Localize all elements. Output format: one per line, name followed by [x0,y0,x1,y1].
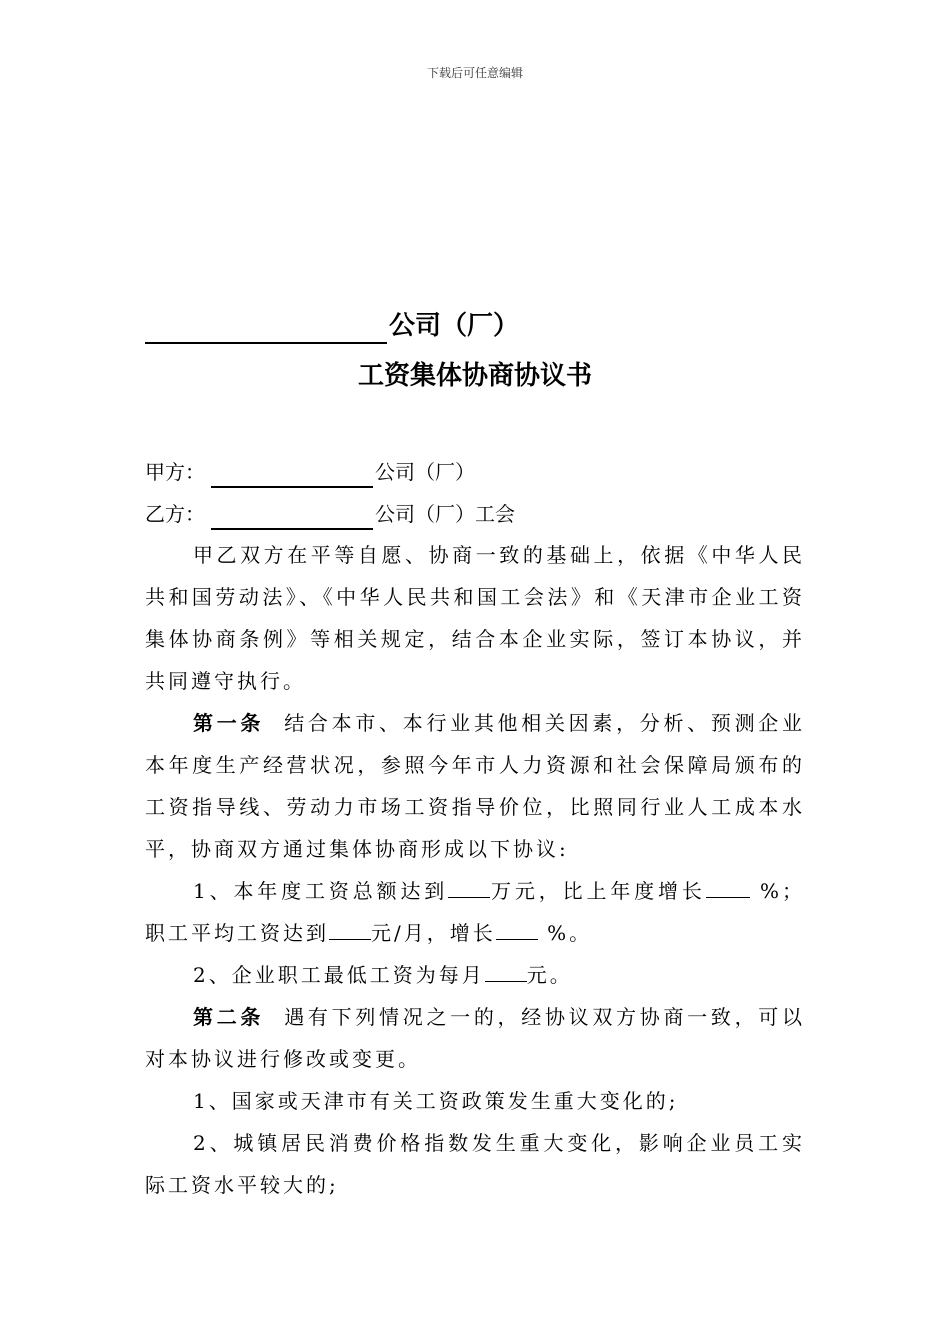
total-wage-blank [448,877,490,898]
title-company-suffix: 公司（厂） [389,311,520,341]
party-a [145,456,475,488]
party-b-suffix: 公司（厂）工会 [375,502,515,526]
article-1-text: 结合本市、本行业其他相关因素，分析、预测企业本年度生产经营状况，参照今年市人力资源和社会保障局颁布的工资指导线、劳动力市场工资指导价位，比照同行业人工成本水平，协商双方通过集体协商形成以下协议: [145,711,805,861]
item-1-part-a: 1、本年度工资总额达到 [193,879,449,903]
item-1-part-b: 万元，比上年度增长 [490,879,706,903]
item-1-part-d: 元/月，增长 [371,921,496,945]
avg-wage-blank [329,919,371,940]
avg-increase-blank [496,919,538,940]
party-b-blank [211,504,373,530]
min-wage-blank [485,961,527,982]
article-1-item-2 [145,954,805,996]
party-a-blank [211,462,373,488]
article-2-item-2: 2、城镇居民消费价格指数发生重大变化，影响企业员工实际工资水平较大的; [145,1131,805,1197]
document-title-company [145,308,519,344]
article-2-item-1: 1、国家或天津市有关工资政策发生重大变化的; [193,1089,679,1113]
company-name-blank [145,314,387,344]
party-a-suffix: 公司（厂） [375,460,475,484]
increase-blank [706,877,750,898]
item-2-part-a: 2、企业职工最低工资为每月 [193,963,485,987]
party-b [145,498,515,530]
party-b-label: 乙方： [145,502,205,526]
header-note: 下载后可任意编辑 [426,66,523,80]
item-1-part-e: %。 [547,921,593,945]
intro-paragraph: 甲乙双方在平等自愿、协商一致的基础上，依据《中华人民共和国劳动法》、《中华人民共和国工会法》和《天津市企业工资集体协商条例》等相关规定，结合本企业实际，签订本协议，并共同遵守执行。 [145,543,805,693]
item-1-part-c: %；职工平均工资达到 [145,879,805,945]
article-1-item-1 [145,870,805,954]
article-2-paragraph [145,996,805,1080]
article-1-paragraph [145,702,805,870]
party-a-label: 甲方： [145,460,205,484]
article-2-heading: 第二条 [193,1005,265,1029]
item-2-part-b: 元。 [526,963,573,987]
document-title: 工资集体协商协议书 [357,361,592,391]
article-2-text: 遇有下列情况之一的，经协议双方协商一致，可以对本协议进行修改或变更。 [145,1005,805,1071]
article-1-heading: 第一条 [193,711,265,735]
